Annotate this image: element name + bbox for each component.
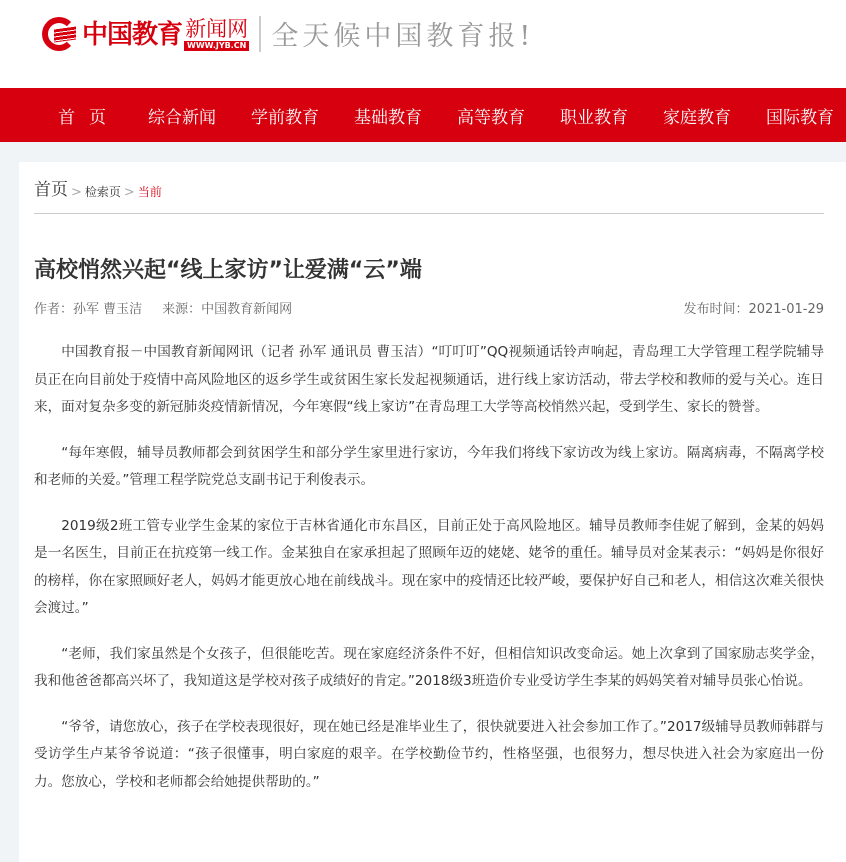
breadcrumb xyxy=(34,176,824,200)
article-date: 发布时间：2021-01-29 xyxy=(683,302,824,317)
site-logo[interactable] xyxy=(42,14,534,53)
nav-family[interactable]: 家庭教育 xyxy=(663,107,731,128)
paragraph: “每年寒假，辅导员教师都会到贫困学生和部分学生家里进行家访，今年我们将线下家访改为线上家访。隔离病毒，不隔离学校和老师的关爱。”管理工程学院党总支副书记于利俊表示。 xyxy=(34,444,824,488)
breadcrumb-current: 当前 xyxy=(137,185,162,199)
article-author: 作者：孙军 曹玉洁 xyxy=(34,302,143,317)
slogan: 全天候中国教育报! xyxy=(271,21,535,52)
nav-vocational[interactable]: 职业教育 xyxy=(560,107,628,128)
site-header xyxy=(0,0,846,88)
nav-home[interactable]: 首页 xyxy=(58,107,120,128)
main-nav xyxy=(0,88,846,142)
article-panel xyxy=(19,162,846,862)
nav-higher-education[interactable]: 高等教育 xyxy=(457,107,525,128)
nav-preschool[interactable]: 学前教育 xyxy=(251,107,319,128)
logo-text: 中国教育 xyxy=(82,19,183,50)
divider xyxy=(34,213,824,214)
nav-basic-education[interactable]: 基础教育 xyxy=(354,107,422,128)
nav-international[interactable]: 国际教育 xyxy=(766,107,834,128)
breadcrumb-home[interactable]: 首页 xyxy=(34,180,68,200)
logo-emblem-icon xyxy=(42,17,76,51)
article-source: 来源：中国教育新闻网 xyxy=(162,302,293,317)
nav-general-news[interactable]: 综合新闻 xyxy=(148,107,216,128)
chevron-right-icon: > xyxy=(123,185,135,200)
article-title: 高校悄然兴起“线上家访”让爱满“云”端 xyxy=(34,258,422,283)
paragraph: 2019级2班工管专业学生金某的家位于吉林省通化市东昌区，目前正处于高风险地区。辅导员教师李佳妮了解到，金某的妈妈是一名医生，目前正在抗疫第一线工作。金某独自在家承担起了照顾年迈的姥姥、姥爷的重任。辅导员对金某表示：“妈妈是你很好的榜样，你在家照顾好老人，妈妈才能更放心地在前线战斗。现在家中的疫情还比较严峻，要保护好自己和老人，相信这次难关很快会渡过。” xyxy=(34,517,824,616)
logo-news-text: 新闻网 xyxy=(185,16,249,41)
article-meta xyxy=(34,298,824,317)
chevron-right-icon: > xyxy=(71,185,82,200)
article-body xyxy=(34,339,824,796)
breadcrumb-search[interactable]: 检索页 xyxy=(84,185,121,199)
paragraph: “爷爷，请您放心，孩子在学校表现很好，现在她已经是准毕业生了，很快就要进入社会参加工作了。”2017级辅导员教师韩群与受访学生卢某爷爷说道：“孩子很懂事，明白家庭的艰辛。在学校勤俭节约，性格坚强，也很努力，想尽快进入社会为家庭出一份力。您放心，学校和老师都会给她提供帮助的。” xyxy=(34,718,824,790)
paragraph: 中国教育报－中国教育新闻网讯（记者 孙军 通讯员 曹玉洁）“叮叮叮”QQ视频通话铃声响起，青岛理工大学管理工程学院辅导员正在向目前处于疫情中高风险地区的返乡学生或贫困生家长发起视频通话，进行线上家访活动，带去学校和教师的爱与关心。连日来，面对复杂多变的新冠肺炎疫情新情况，今年寒假“线上家访”在青岛理工大学等高校悄然兴起，受到学生、家长的赞誉。 xyxy=(34,344,824,415)
logo-url: WWW.JYB.CN xyxy=(184,41,249,51)
paragraph: “老师，我们家虽然是个女孩子，但很能吃苦。现在家庭经济条件不好，但相信知识改变命运。她上次拿到了国家励志奖学金，我和他爸爸都高兴坏了，我知道这是学校对孩子成绩好的肯定。”2018级3班造价专业受访学生李某的妈妈笑着对辅导员张心怡说。 xyxy=(34,645,824,689)
logo-divider xyxy=(259,16,261,52)
